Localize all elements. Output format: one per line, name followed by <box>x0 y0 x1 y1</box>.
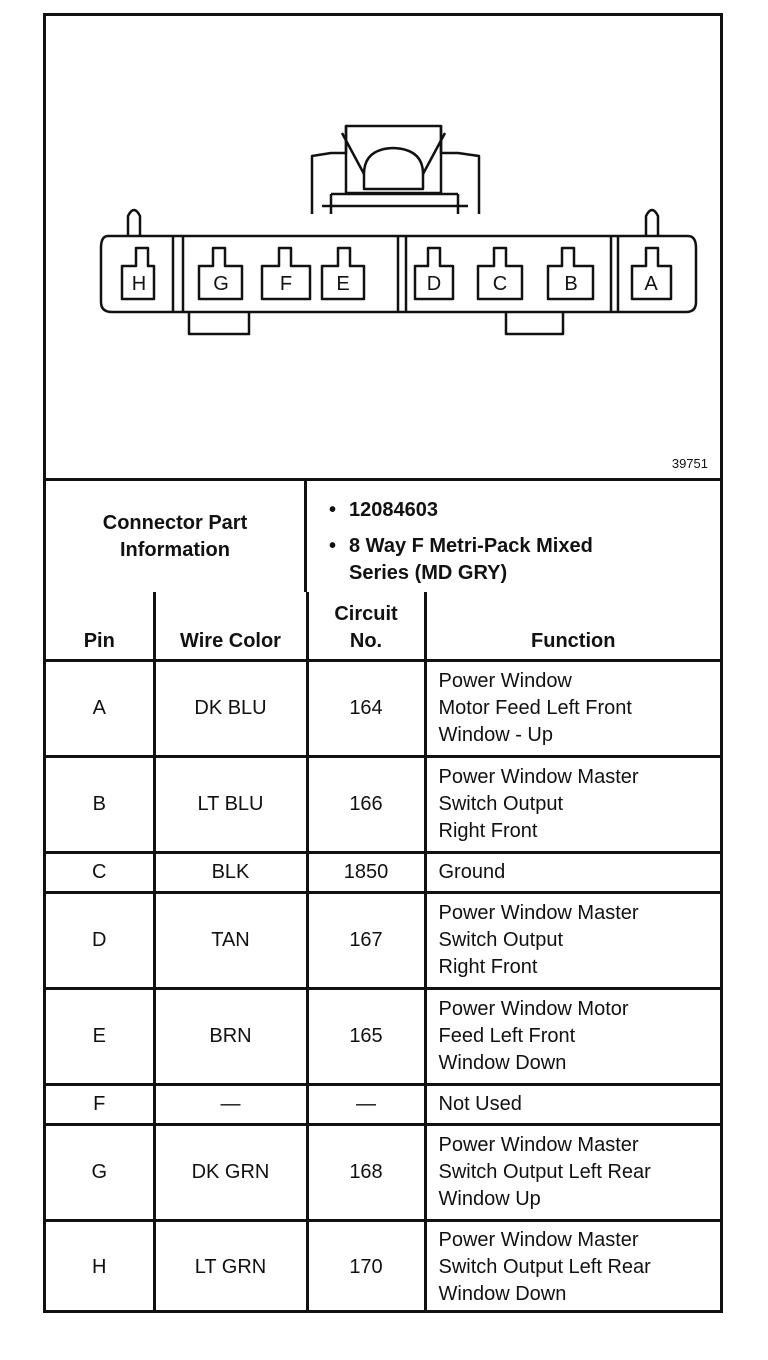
function-line: Power Window Master <box>438 902 639 924</box>
circuit-cell: — <box>307 1085 425 1125</box>
table-row <box>46 989 720 1085</box>
table-row <box>46 757 720 853</box>
function-cell <box>425 1221 720 1313</box>
header-function: Function <box>425 592 720 661</box>
circuit-cell: 167 <box>307 893 425 989</box>
circuit-cell: 168 <box>307 1125 425 1221</box>
circuit-cell: 165 <box>307 989 425 1085</box>
function-line: Motor Feed Left Front <box>438 697 632 719</box>
connector-info-label-line2: Information <box>120 538 230 561</box>
header-circuit-line1: Circuit <box>334 603 398 625</box>
table-row <box>46 1221 720 1313</box>
function-line: Right Front <box>438 956 538 978</box>
pin-label-c: C <box>492 273 508 295</box>
function-cell <box>425 989 720 1085</box>
function-cell <box>425 893 720 989</box>
description-line2: Series (MD GRY) <box>349 562 508 584</box>
pin-label-g: G <box>213 273 229 295</box>
function-line: Switch Output Left Rear <box>438 1255 651 1278</box>
wire-color-cell: DK GRN <box>154 1125 307 1221</box>
pin-label-f: F <box>279 273 293 295</box>
wire-color-cell: BLK <box>154 853 307 893</box>
function-cell <box>425 1085 720 1125</box>
connector-drawing <box>46 16 720 478</box>
function-line: Power Window Motor <box>438 998 629 1020</box>
pin-label-a: A <box>644 273 658 295</box>
header-circuit-line2: No. <box>349 630 383 652</box>
connector-sheet <box>43 13 723 1313</box>
function-cell <box>425 757 720 853</box>
pin-cell: A <box>46 661 154 757</box>
table-row <box>46 661 720 757</box>
function-line: Not Used <box>438 1093 522 1115</box>
function-line: Power Window Master <box>438 766 639 788</box>
wire-color-cell: BRN <box>154 989 307 1085</box>
function-line: Window Down <box>438 1282 567 1305</box>
pin-label-b: B <box>564 273 578 295</box>
table-row <box>46 853 720 893</box>
wire-color-cell: — <box>154 1085 307 1125</box>
function-line: Power Window <box>438 670 572 692</box>
table-row <box>46 893 720 989</box>
pin-cell: D <box>46 893 154 989</box>
pin-cell: E <box>46 989 154 1085</box>
description-item <box>329 533 679 587</box>
header-circuit <box>307 592 425 661</box>
function-cell <box>425 661 720 757</box>
wire-color-cell: DK BLU <box>154 661 307 757</box>
function-cell <box>425 1125 720 1221</box>
connector-info-label <box>46 481 307 592</box>
figure-number: 39751 <box>671 456 708 471</box>
pin-label-h: H <box>131 273 147 295</box>
circuit-cell: 1850 <box>307 853 425 893</box>
part-number-item <box>329 497 679 524</box>
function-line: Window Down <box>438 1052 567 1074</box>
part-number: 12084603 <box>349 499 438 521</box>
circuit-cell: 166 <box>307 757 425 853</box>
pin-cell: G <box>46 1125 154 1221</box>
pinout-table <box>46 592 720 1313</box>
function-line: Right Front <box>438 820 538 842</box>
connector-info-label-line1: Connector Part <box>102 511 248 534</box>
table-body <box>46 661 720 1313</box>
wire-color-cell: TAN <box>154 893 307 989</box>
header-wire-color: Wire Color <box>154 592 307 661</box>
function-line: Window - Up <box>438 724 553 746</box>
bullet-icon: • <box>329 499 337 521</box>
pin-cell: C <box>46 853 154 893</box>
pin-label-d: D <box>426 273 442 295</box>
table-header-row <box>46 592 720 661</box>
function-line: Switch Output Left Rear <box>438 1161 651 1183</box>
description-line1: 8 Way F Metri-Pack Mixed <box>349 535 593 557</box>
function-line: Power Window Master <box>438 1134 639 1156</box>
wire-color-cell: LT BLU <box>154 757 307 853</box>
table-row <box>46 1085 720 1125</box>
function-line: Switch Output <box>438 793 564 815</box>
connector-info-row <box>46 478 720 592</box>
wire-color-cell: LT GRN <box>154 1221 307 1313</box>
connector-info-list <box>307 481 720 592</box>
header-pin: Pin <box>46 592 154 661</box>
function-line: Power Window Master <box>438 1228 639 1251</box>
connector-diagram <box>46 16 720 478</box>
circuit-cell: 164 <box>307 661 425 757</box>
function-line: Feed Left Front <box>438 1025 576 1047</box>
circuit-cell: 170 <box>307 1221 425 1313</box>
bullet-icon: • <box>329 535 337 557</box>
function-line: Ground <box>438 861 506 883</box>
pin-label-e: E <box>336 273 350 295</box>
function-line: Window Up <box>438 1188 541 1210</box>
pin-cell: H <box>46 1221 154 1313</box>
table-row <box>46 1125 720 1221</box>
function-line: Switch Output <box>438 929 564 951</box>
function-cell <box>425 853 720 893</box>
pin-cell: B <box>46 757 154 853</box>
pin-cell: F <box>46 1085 154 1125</box>
